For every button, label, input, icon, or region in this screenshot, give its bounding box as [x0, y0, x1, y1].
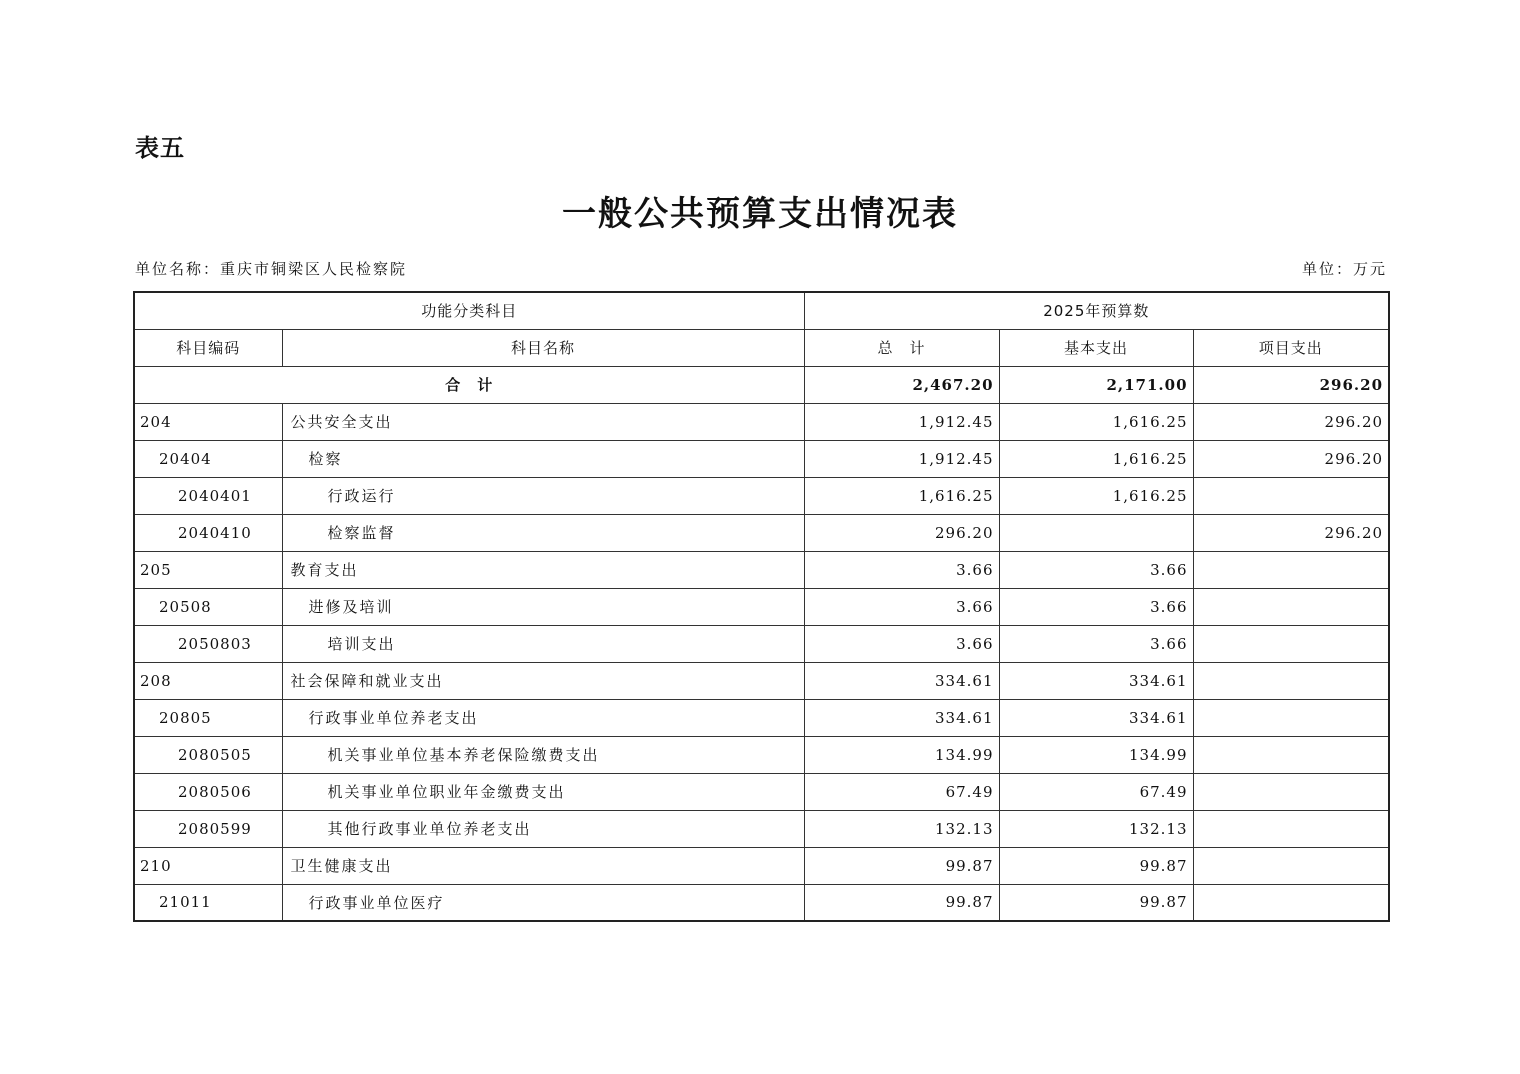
header-total: 总 计 [804, 329, 999, 366]
row-name: 进修及培训 [282, 588, 804, 625]
budget-table [133, 291, 1390, 922]
row-basic: 334.61 [999, 662, 1193, 699]
row-code: 20404 [134, 440, 282, 477]
row-name: 行政事业单位医疗 [282, 884, 804, 921]
row-total: 1,616.25 [804, 477, 999, 514]
row-basic: 99.87 [999, 847, 1193, 884]
row-basic: 3.66 [999, 551, 1193, 588]
row-basic: 334.61 [999, 699, 1193, 736]
row-project [1193, 662, 1389, 699]
row-project [1193, 773, 1389, 810]
row-name: 教育支出 [282, 551, 804, 588]
row-project [1193, 884, 1389, 921]
row-total: 134.99 [804, 736, 999, 773]
row-name: 社会保障和就业支出 [282, 662, 804, 699]
row-total: 1,912.45 [804, 440, 999, 477]
row-code: 2040410 [134, 514, 282, 551]
table-row [134, 847, 1389, 884]
row-name: 公共安全支出 [282, 403, 804, 440]
header-group-row [134, 292, 1389, 329]
row-basic: 1,616.25 [999, 477, 1193, 514]
row-name: 行政运行 [282, 477, 804, 514]
row-project [1193, 551, 1389, 588]
total-label: 合 计 [134, 366, 804, 403]
row-project [1193, 699, 1389, 736]
row-total: 296.20 [804, 514, 999, 551]
table-row [134, 477, 1389, 514]
row-total: 3.66 [804, 588, 999, 625]
row-name: 机关事业单位基本养老保险缴费支出 [282, 736, 804, 773]
row-total: 99.87 [804, 847, 999, 884]
table-row [134, 625, 1389, 662]
row-project [1193, 847, 1389, 884]
row-code: 2080505 [134, 736, 282, 773]
unit-name: 单位名称：重庆市铜梁区人民检察院 [135, 260, 408, 278]
row-total: 334.61 [804, 699, 999, 736]
row-project [1193, 810, 1389, 847]
table-row [134, 588, 1389, 625]
row-project: 296.20 [1193, 440, 1389, 477]
table-row [134, 514, 1389, 551]
row-code: 204 [134, 403, 282, 440]
row-name: 培训支出 [282, 625, 804, 662]
row-name: 检察 [282, 440, 804, 477]
row-code: 2050803 [134, 625, 282, 662]
row-basic: 3.66 [999, 588, 1193, 625]
row-basic [999, 514, 1193, 551]
row-code: 20805 [134, 699, 282, 736]
total-row [134, 366, 1389, 403]
row-project [1193, 588, 1389, 625]
sheet-label: 表五 [135, 134, 185, 162]
total-basic: 2,171.00 [999, 366, 1193, 403]
row-code: 20508 [134, 588, 282, 625]
table-row [134, 773, 1389, 810]
row-total: 334.61 [804, 662, 999, 699]
row-code: 2080599 [134, 810, 282, 847]
row-basic: 134.99 [999, 736, 1193, 773]
row-code: 210 [134, 847, 282, 884]
total-project: 296.20 [1193, 366, 1389, 403]
row-basic: 3.66 [999, 625, 1193, 662]
row-name: 检察监督 [282, 514, 804, 551]
table-row [134, 699, 1389, 736]
total-total: 2,467.20 [804, 366, 999, 403]
header-project: 项目支出 [1193, 329, 1389, 366]
row-code: 2080506 [134, 773, 282, 810]
row-code: 205 [134, 551, 282, 588]
row-project [1193, 477, 1389, 514]
row-code: 2040401 [134, 477, 282, 514]
table-row [134, 403, 1389, 440]
row-total: 132.13 [804, 810, 999, 847]
row-project: 296.20 [1193, 403, 1389, 440]
table-row [134, 662, 1389, 699]
header-basic: 基本支出 [999, 329, 1193, 366]
row-name: 行政事业单位养老支出 [282, 699, 804, 736]
row-total: 3.66 [804, 551, 999, 588]
table-row [134, 551, 1389, 588]
row-name: 机关事业单位职业年金缴费支出 [282, 773, 804, 810]
row-project [1193, 736, 1389, 773]
page-title: 一般公共预算支出情况表 [562, 194, 958, 234]
row-basic: 99.87 [999, 884, 1193, 921]
header-code: 科目编码 [134, 329, 282, 366]
row-name: 其他行政事业单位养老支出 [282, 810, 804, 847]
row-basic: 1,616.25 [999, 403, 1193, 440]
row-basic: 132.13 [999, 810, 1193, 847]
row-total: 3.66 [804, 625, 999, 662]
header-columns-row [134, 329, 1389, 366]
row-project [1193, 625, 1389, 662]
table-row [134, 810, 1389, 847]
row-basic: 1,616.25 [999, 440, 1193, 477]
row-project: 296.20 [1193, 514, 1389, 551]
row-total: 99.87 [804, 884, 999, 921]
row-total: 67.49 [804, 773, 999, 810]
row-basic: 67.49 [999, 773, 1193, 810]
table-row [134, 884, 1389, 921]
row-name: 卫生健康支出 [282, 847, 804, 884]
row-total: 1,912.45 [804, 403, 999, 440]
table-row [134, 440, 1389, 477]
header-name: 科目名称 [282, 329, 804, 366]
header-budget-year: 2025年预算数 [804, 292, 1389, 329]
table-row [134, 736, 1389, 773]
header-function-classification: 功能分类科目 [134, 292, 804, 329]
unit-label: 单位：万元 [1301, 260, 1387, 278]
row-code: 21011 [134, 884, 282, 921]
row-code: 208 [134, 662, 282, 699]
